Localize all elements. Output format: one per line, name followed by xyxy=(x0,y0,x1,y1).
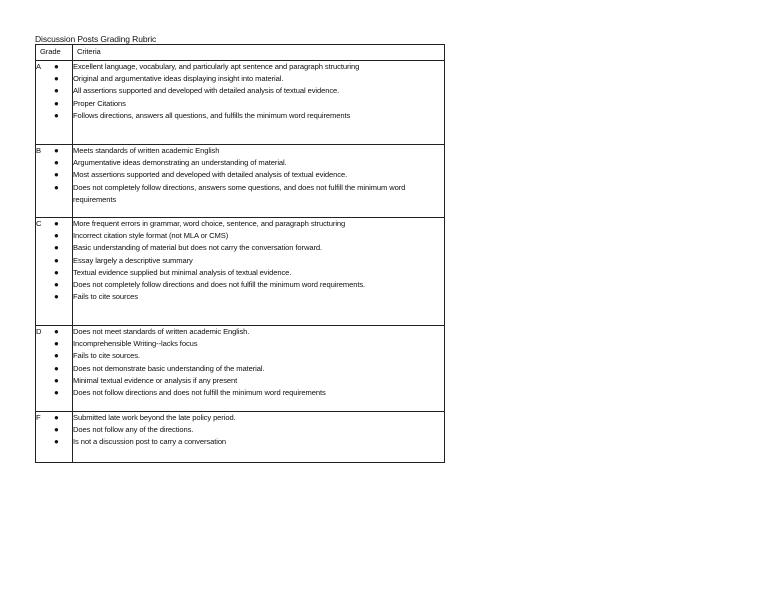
bullet-icon: ● xyxy=(54,375,59,385)
criterion-text: All assertions supported and developed with detailed analysis of textual evidence. xyxy=(73,86,340,96)
bullet-icon: ● xyxy=(54,98,59,108)
bullet-icon: ● xyxy=(54,170,59,180)
bullet-icon: ● xyxy=(54,388,59,398)
grade-cell: C xyxy=(36,218,73,326)
list-item xyxy=(54,110,444,122)
bullet-icon: ● xyxy=(54,425,59,435)
bullet-icon: ● xyxy=(54,363,59,373)
criterion-text: Excellent language, vocabulary, and particularly apt sentence and paragraph structuring xyxy=(73,62,360,71)
bullet-icon: ● xyxy=(54,292,59,302)
criterion-text: Does not meet standards of written academic English. xyxy=(73,327,250,336)
bullet-icon: ● xyxy=(54,351,59,361)
criteria-cell xyxy=(54,326,445,412)
criterion-text: Does not completely follow directions and does not fulfill the minimum word requirements. xyxy=(73,280,366,290)
criteria-cell xyxy=(54,61,445,145)
grade-cell: D xyxy=(36,326,73,412)
grade-cell: A xyxy=(36,61,73,145)
list-item xyxy=(54,73,444,85)
bullet-icon: ● xyxy=(54,62,59,71)
list-item xyxy=(54,145,444,157)
list-item xyxy=(54,85,444,97)
list-item xyxy=(54,363,444,375)
bullet-icon: ● xyxy=(54,339,59,349)
criterion-text: Does not follow any of the directions. xyxy=(73,425,194,435)
criterion-text: Incorrect citation style format (not MLA or CMS) xyxy=(73,231,229,241)
criteria-column-header: Criteria xyxy=(73,45,445,61)
list-item xyxy=(54,375,444,387)
list-item xyxy=(54,412,444,424)
bullet-icon: ● xyxy=(54,267,59,277)
list-item xyxy=(54,255,444,267)
bullet-icon: ● xyxy=(54,219,59,228)
criterion-text: Is not a discussion post to carry a conversation xyxy=(73,437,227,447)
bullet-icon: ● xyxy=(54,110,59,120)
list-item xyxy=(54,279,444,291)
list-item xyxy=(54,242,444,254)
criteria-list xyxy=(54,218,444,303)
criterion-text: Basic understanding of material but does not carry the conversation forward. xyxy=(73,243,323,253)
criterion-text: Minimal textual evidence or analysis if any present xyxy=(73,375,238,385)
criteria-cell xyxy=(54,145,445,218)
criterion-text: Textual evidence supplied but minimal analysis of textual evidence. xyxy=(73,267,292,277)
criterion-text: Submitted late work beyond the late policy period. xyxy=(73,413,236,422)
bullet-icon: ● xyxy=(54,255,59,265)
grade-cell: F xyxy=(36,412,73,463)
table-row xyxy=(36,145,445,218)
bullet-icon: ● xyxy=(54,243,59,253)
criteria-cell xyxy=(54,412,445,463)
table-row xyxy=(36,326,445,412)
grade-cell: B xyxy=(36,145,73,218)
criteria-list xyxy=(54,61,444,122)
bullet-icon: ● xyxy=(54,146,59,155)
table-header-row xyxy=(36,45,445,61)
bullet-icon: ● xyxy=(54,86,59,96)
list-item xyxy=(54,218,444,230)
criterion-text: Incomprehensible Writing--lacks focus xyxy=(73,339,198,349)
grade-column-header: Grade xyxy=(36,45,73,61)
grading-rubric-table xyxy=(35,44,445,463)
list-item xyxy=(54,267,444,279)
criteria-list xyxy=(54,412,444,449)
criterion-text: Fails to cite sources xyxy=(73,292,139,302)
list-item xyxy=(54,387,444,399)
bullet-icon: ● xyxy=(54,74,59,84)
list-item xyxy=(54,61,444,73)
criteria-list xyxy=(54,326,444,399)
table-row xyxy=(36,61,445,145)
bullet-icon: ● xyxy=(54,231,59,241)
list-item xyxy=(54,157,444,169)
criterion-text: Essay largely a descriptive summary xyxy=(73,255,193,265)
criterion-text: Fails to cite sources. xyxy=(73,351,141,361)
criterion-text: Most assertions supported and developed with detailed analysis of textual evidence. xyxy=(73,170,348,180)
criteria-cell xyxy=(54,218,445,326)
bullet-icon: ● xyxy=(54,182,59,192)
criteria-list xyxy=(54,145,444,206)
bullet-icon: ● xyxy=(54,158,59,168)
criterion-text: Argumentative ideas demonstrating an understanding of material. xyxy=(73,158,287,168)
criterion-text: Proper Citations xyxy=(73,98,126,108)
list-item xyxy=(54,182,444,206)
list-item xyxy=(54,291,444,303)
list-item xyxy=(54,326,444,338)
list-item xyxy=(54,424,444,436)
criterion-text: Does not follow directions and does not fulfill the minimum word requirements xyxy=(73,388,326,398)
document-title: Discussion Posts Grading Rubric xyxy=(35,34,157,44)
list-item xyxy=(54,230,444,242)
criterion-text: Meets standards of written academic English xyxy=(73,146,220,155)
list-item xyxy=(54,169,444,181)
bullet-icon: ● xyxy=(54,280,59,290)
table-row xyxy=(36,412,445,463)
criterion-text: Does not demonstrate basic understanding of the material. xyxy=(73,363,265,373)
list-item xyxy=(54,436,444,448)
bullet-icon: ● xyxy=(54,327,59,336)
bullet-icon: ● xyxy=(54,413,59,422)
criterion-text: Does not completely follow directions, answers some questions, and does not fulfill the minimum word requirements xyxy=(73,182,406,204)
criterion-text: Original and argumentative ideas displaying insight into material. xyxy=(73,74,284,84)
list-item xyxy=(54,338,444,350)
criterion-text: More frequent errors in grammar, word choice, sentence, and paragraph structuring xyxy=(73,219,346,228)
list-item xyxy=(54,350,444,362)
bullet-icon: ● xyxy=(54,437,59,447)
criterion-text: Follows directions, answers all questions, and fulfills the minimum word requirements xyxy=(73,110,351,120)
table-row xyxy=(36,218,445,326)
list-item xyxy=(54,98,444,110)
